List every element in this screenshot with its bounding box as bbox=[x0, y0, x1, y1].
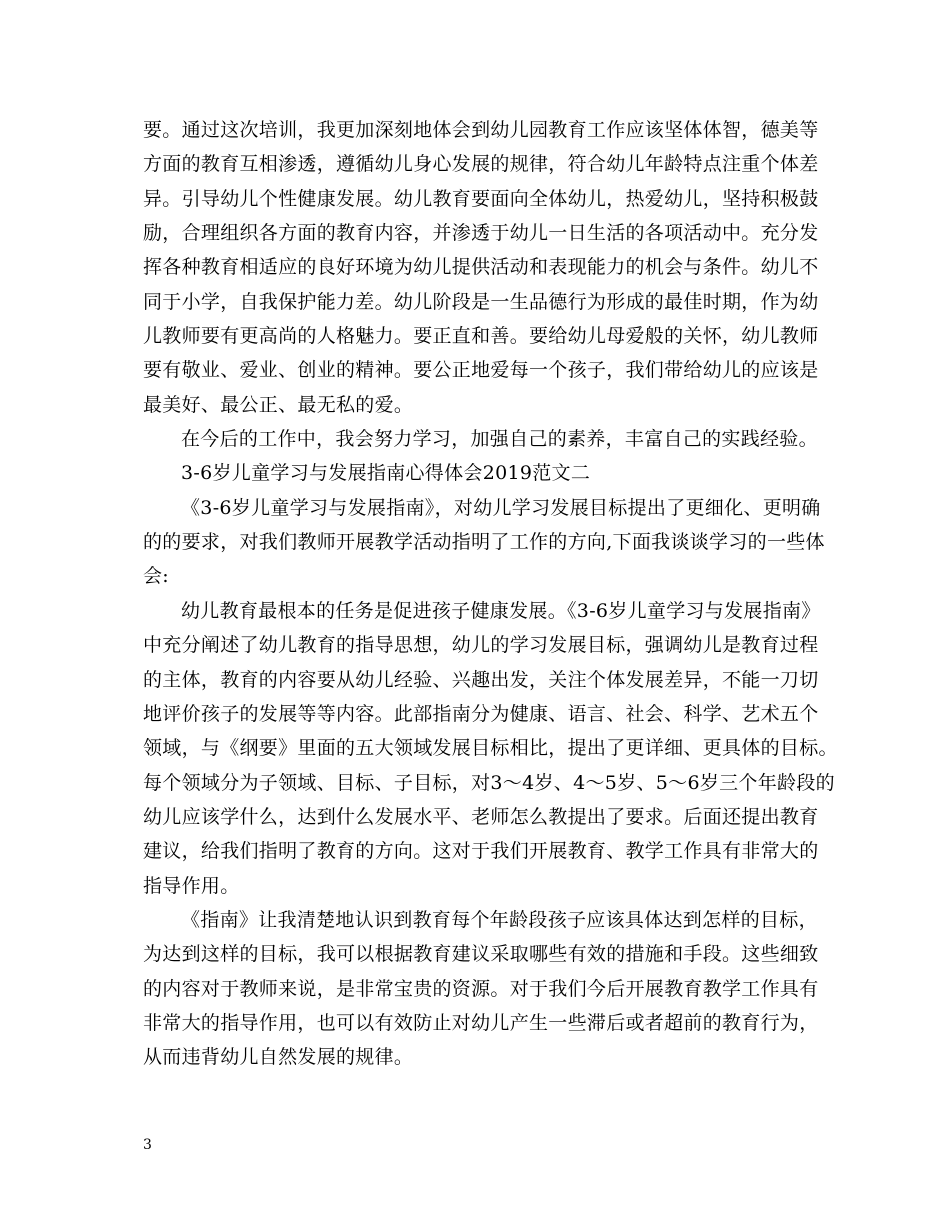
text-line: 《3-6岁儿童学习与发展指南》，对幼儿学习发展目标提出了更细化、更明确 bbox=[181, 496, 821, 519]
text-line: 的内容对于教师来说，是非常宝贵的资源。对于我们今后开展教育教学工作具有 bbox=[143, 977, 819, 1000]
text-line: 方面的教育互相渗透，遵循幼儿身心发展的规律，符合幼儿年龄特点注重个体差 bbox=[143, 153, 819, 176]
text-line: 3-6岁儿童学习与发展指南心得体会2019范文二 bbox=[181, 462, 591, 485]
text-line: 会: bbox=[143, 565, 170, 588]
text-line: 指导作用。 bbox=[143, 874, 240, 897]
text-line: 在今后的工作中，我会努力学习，加强自己的素养，丰富自己的实践经验。 bbox=[181, 428, 818, 451]
text-line: 最美好、最公正、最无私的爱。 bbox=[143, 393, 414, 416]
text-line: 的的要求，对我们教师开展教学活动指明了工作的方向,下面我谈谈学习的一些体 bbox=[143, 531, 825, 554]
text-line: 挥各种教育相适应的良好环境为幼儿提供活动和表现能力的机会与条件。幼儿不 bbox=[143, 256, 819, 279]
text-line: 《指南》让我清楚地认识到教育每个年龄段孩子应该具体达到怎样的目标， bbox=[181, 908, 818, 931]
text-line: 每个领域分为子领域、目标、子目标，对3～4岁、4～5岁、5～6岁三个年龄段的 bbox=[143, 771, 835, 794]
text-line: 同于小学，自我保护能力差。幼儿阶段是一生品德行为形成的最佳时期，作为幼 bbox=[143, 290, 819, 313]
text-line: 儿教师要有更高尚的人格魅力。要正直和善。要给幼儿母爱般的关怀，幼儿教师 bbox=[143, 325, 819, 348]
document-body bbox=[143, 113, 838, 1075]
text-line: 为达到这样的目标，我可以根据教育建议采取哪些有效的措施和手段。这些细致 bbox=[143, 943, 819, 966]
text-line: 励，合理组织各方面的教育内容，并渗透于幼儿一日生活的各项活动中。充分发 bbox=[143, 222, 819, 245]
text-line: 建议，给我们指明了教育的方向。这对于我们开展教育、教学工作具有非常大的 bbox=[143, 840, 819, 863]
text-line: 从而违背幼儿自然发展的规律。 bbox=[143, 1046, 414, 1069]
page-number: 3 bbox=[143, 1137, 152, 1153]
text-line: 要有敬业、爱业、创业的精神。要公正地爱每一个孩子，我们带给幼儿的应该是 bbox=[143, 359, 819, 382]
text-line: 非常大的指导作用，也可以有效防止对幼儿产生一些滞后或者超前的教育行为， bbox=[143, 1011, 819, 1034]
text-line: 领域，与《纲要》里面的五大领域发展目标相比，提出了更详细、更具体的目标。 bbox=[143, 737, 838, 760]
text-line: 地评价孩子的发展等等内容。此部指南分为健康、语言、社会、科学、艺术五个 bbox=[143, 702, 819, 725]
text-line: 要。通过这次培训，我更加深刻地体会到幼儿园教育工作应该坚体体智，德美等 bbox=[143, 119, 819, 141]
text-line: 幼儿应该学什么，达到什么发展水平、老师怎么教提出了要求。后面还提出教育 bbox=[143, 805, 819, 828]
text-line: 的主体，教育的内容要从幼儿经验、兴趣出发，关注个体发展差异，不能一刀切 bbox=[143, 668, 819, 691]
text-line: 异。引导幼儿个性健康发展。幼儿教育要面向全体幼儿，热爱幼儿，坚持积极鼓 bbox=[143, 187, 819, 210]
text-line: 中充分阐述了幼儿教育的指导思想，幼儿的学习发展目标，强调幼儿是教育过程 bbox=[143, 634, 819, 657]
text-line: 幼儿教育最根本的任务是促进孩子健康发展。《3-6岁儿童学习与发展指南》 bbox=[181, 599, 821, 622]
